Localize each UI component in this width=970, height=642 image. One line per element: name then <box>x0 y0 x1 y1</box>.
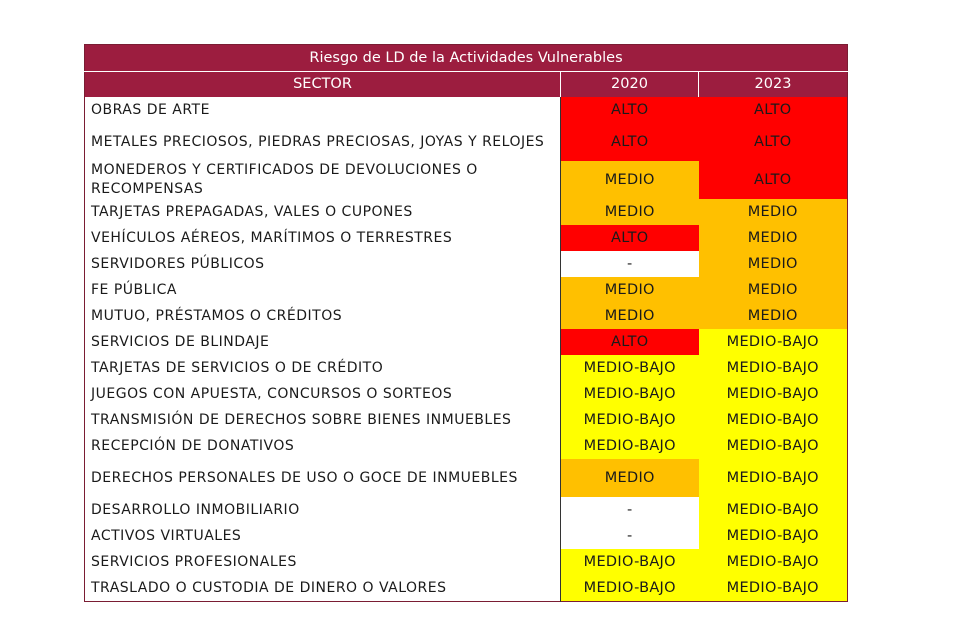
risk-cell-2023: MEDIO-BAJO <box>699 497 848 523</box>
risk-cell-2023: ALTO <box>699 97 848 123</box>
table-row <box>85 97 848 123</box>
sector-cell: SERVICIOS PROFESIONALES <box>85 549 561 575</box>
table-row <box>85 459 848 497</box>
sector-cell: SERVIDORES PÚBLICOS <box>85 251 561 277</box>
sector-cell: TARJETAS PREPAGADAS, VALES O CUPONES <box>85 199 561 225</box>
risk-cell-2023: MEDIO-BAJO <box>699 407 848 433</box>
header-sector: SECTOR <box>85 72 561 98</box>
risk-cell-2023: MEDIO-BAJO <box>699 549 848 575</box>
risk-cell-2020: MEDIO <box>561 303 699 329</box>
risk-cell-2020: MEDIO-BAJO <box>561 407 699 433</box>
table-row <box>85 303 848 329</box>
risk-cell-2023: MEDIO <box>699 277 848 303</box>
risk-cell-2023: ALTO <box>699 161 848 199</box>
risk-cell-2020: MEDIO-BAJO <box>561 381 699 407</box>
risk-cell-2023: MEDIO <box>699 251 848 277</box>
risk-cell-2023: MEDIO-BAJO <box>699 381 848 407</box>
risk-cell-2020: - <box>561 523 699 549</box>
table-row <box>85 199 848 225</box>
table-body <box>85 97 848 602</box>
risk-cell-2023: MEDIO-BAJO <box>699 523 848 549</box>
risk-cell-2020: ALTO <box>561 123 699 161</box>
table-row <box>85 123 848 161</box>
sector-cell: VEHÍCULOS AÉREOS, MARÍTIMOS O TERRESTRES <box>85 225 561 251</box>
risk-cell-2020: ALTO <box>561 225 699 251</box>
risk-cell-2023: MEDIO-BAJO <box>699 355 848 381</box>
table-title-row <box>85 45 848 72</box>
risk-cell-2020: ALTO <box>561 97 699 123</box>
risk-cell-2023: MEDIO <box>699 225 848 251</box>
risk-cell-2020: MEDIO <box>561 199 699 225</box>
risk-cell-2020: - <box>561 251 699 277</box>
sector-cell: DERECHOS PERSONALES DE USO O GOCE DE INMUEBLES <box>85 459 561 497</box>
table-row <box>85 251 848 277</box>
risk-cell-2023: MEDIO <box>699 199 848 225</box>
table-row <box>85 277 848 303</box>
sector-cell: TRANSMISIÓN DE DERECHOS SOBRE BIENES INMUEBLES <box>85 407 561 433</box>
table-row <box>85 381 848 407</box>
header-2020: 2020 <box>561 72 699 98</box>
risk-cell-2023: MEDIO-BAJO <box>699 575 848 602</box>
risk-cell-2020: MEDIO-BAJO <box>561 549 699 575</box>
table-header-row <box>85 72 848 98</box>
risk-cell-2023: MEDIO-BAJO <box>699 459 848 497</box>
sector-cell: FE PÚBLICA <box>85 277 561 303</box>
table-row <box>85 549 848 575</box>
header-2023: 2023 <box>699 72 848 98</box>
risk-cell-2020: MEDIO <box>561 161 699 199</box>
table-row <box>85 433 848 459</box>
risk-table <box>84 44 848 602</box>
sector-cell: OBRAS DE ARTE <box>85 97 561 123</box>
table-row <box>85 355 848 381</box>
risk-cell-2020: MEDIO-BAJO <box>561 433 699 459</box>
risk-cell-2023: ALTO <box>699 123 848 161</box>
sector-cell: MONEDEROS Y CERTIFICADOS DE DEVOLUCIONES O RECOMPENSAS <box>85 161 561 199</box>
risk-cell-2020: ALTO <box>561 329 699 355</box>
table-row <box>85 225 848 251</box>
table-row <box>85 329 848 355</box>
sector-cell: TRASLADO O CUSTODIA DE DINERO O VALORES <box>85 575 561 602</box>
sector-cell: TARJETAS DE SERVICIOS O DE CRÉDITO <box>85 355 561 381</box>
table-row <box>85 523 848 549</box>
risk-cell-2020: MEDIO <box>561 277 699 303</box>
risk-cell-2023: MEDIO-BAJO <box>699 329 848 355</box>
table-title: Riesgo de LD de la Actividades Vulnerables <box>85 45 848 72</box>
risk-cell-2020: - <box>561 497 699 523</box>
risk-cell-2020: MEDIO-BAJO <box>561 575 699 602</box>
sector-cell: DESARROLLO INMOBILIARIO <box>85 497 561 523</box>
table-row <box>85 161 848 199</box>
table-row <box>85 407 848 433</box>
risk-cell-2020: MEDIO <box>561 459 699 497</box>
table-row <box>85 575 848 602</box>
risk-cell-2020: MEDIO-BAJO <box>561 355 699 381</box>
table-row <box>85 497 848 523</box>
risk-cell-2023: MEDIO-BAJO <box>699 433 848 459</box>
sector-cell: RECEPCIÓN DE DONATIVOS <box>85 433 561 459</box>
sector-cell: SERVICIOS DE BLINDAJE <box>85 329 561 355</box>
sector-cell: MUTUO, PRÉSTAMOS O CRÉDITOS <box>85 303 561 329</box>
sector-cell: METALES PRECIOSOS, PIEDRAS PRECIOSAS, JOYAS Y RELOJES <box>85 123 561 161</box>
sector-cell: ACTIVOS VIRTUALES <box>85 523 561 549</box>
risk-cell-2023: MEDIO <box>699 303 848 329</box>
sector-cell: JUEGOS CON APUESTA, CONCURSOS O SORTEOS <box>85 381 561 407</box>
